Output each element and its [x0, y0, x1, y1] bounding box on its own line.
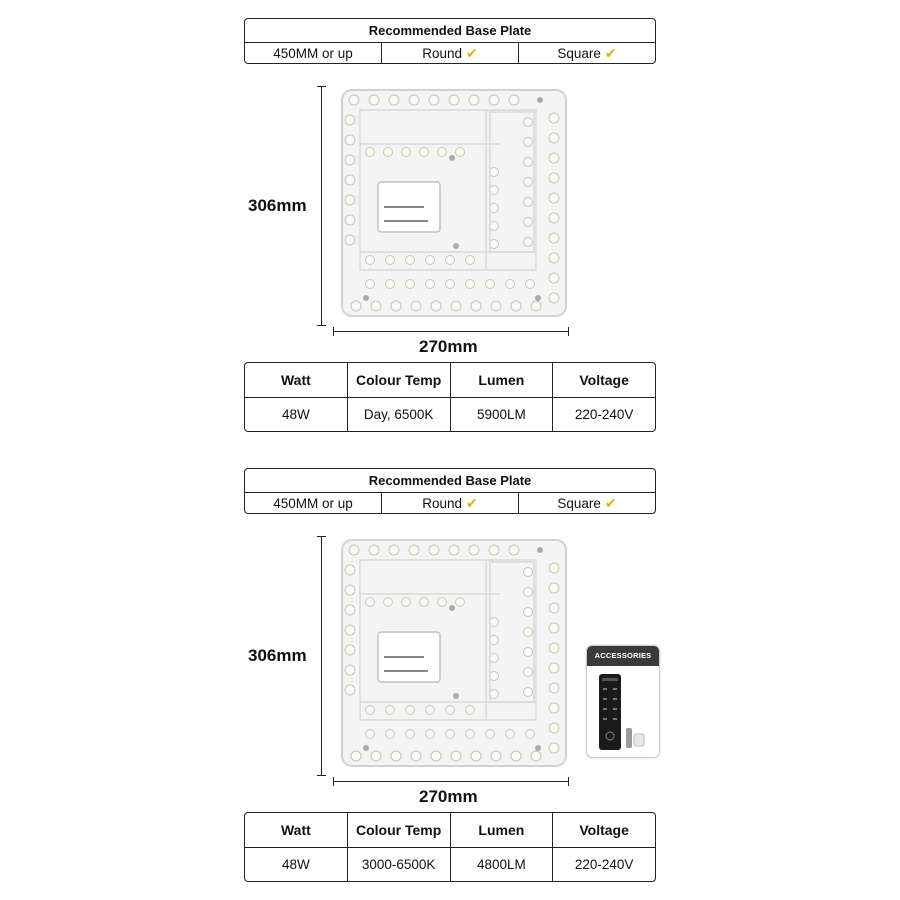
spec-header: Colour Temp [348, 813, 451, 847]
dimension-tick [568, 327, 569, 336]
check-icon: ✔ [604, 45, 617, 61]
product-panel-2 [0, 450, 900, 900]
height-label: 306mm [248, 196, 307, 215]
width-dimension-line [333, 781, 569, 782]
spec-header: Colour Temp [348, 363, 451, 397]
accessories-card [586, 645, 660, 758]
spec-table [244, 362, 656, 432]
base-plate-title: Recommended Base Plate [245, 19, 655, 43]
base-plate-square: Square ✔ [557, 45, 617, 61]
spec-value: 3000-6500K [348, 848, 451, 882]
check-icon: ✔ [604, 495, 617, 511]
led-board-image [340, 88, 568, 318]
base-plate-size: 450MM or up [245, 43, 382, 64]
dimension-tick [317, 775, 326, 776]
dimension-tick [317, 86, 326, 87]
spec-value: 48W [245, 848, 348, 882]
spec-value: Day, 6500K [348, 398, 451, 432]
spec-header: Watt [245, 363, 348, 397]
check-icon: ✔ [466, 495, 478, 511]
base-plate-square: Square ✔ [557, 495, 617, 511]
dimension-tick [317, 325, 326, 326]
height-label: 306mm [248, 646, 307, 665]
check-icon: ✔ [466, 45, 478, 61]
spec-value: 220-240V [574, 407, 634, 422]
spec-value: 5900LM [451, 398, 554, 432]
remote-control-image [587, 666, 659, 757]
base-plate-table [244, 18, 656, 64]
spec-header: Watt [245, 813, 348, 847]
spec-header: Lumen [451, 363, 554, 397]
dimension-tick [333, 327, 334, 336]
spec-value: 220-240V [574, 857, 634, 872]
spec-value: 48W [245, 398, 348, 432]
width-label: 270mm [419, 337, 478, 356]
height-dimension-line [321, 536, 322, 776]
height-dimension-line [321, 86, 322, 326]
dimension-tick [568, 777, 569, 786]
accessories-title: ACCESSORIES [587, 646, 659, 666]
base-plate-round: Round ✔ [382, 43, 519, 64]
base-plate-table [244, 468, 656, 514]
width-dimension-line [333, 331, 569, 332]
base-plate-size: 450MM or up [245, 493, 382, 514]
spec-header: Voltage [579, 372, 629, 388]
dimension-tick [317, 536, 326, 537]
spec-value: 4800LM [451, 848, 554, 882]
base-plate-title: Recommended Base Plate [245, 469, 655, 493]
width-label: 270mm [419, 787, 478, 806]
dimension-tick [333, 777, 334, 786]
base-plate-round: Round ✔ [382, 493, 519, 514]
spec-header: Lumen [451, 813, 554, 847]
spec-header: Voltage [579, 822, 629, 838]
led-board-image [340, 538, 568, 768]
spec-table [244, 812, 656, 882]
